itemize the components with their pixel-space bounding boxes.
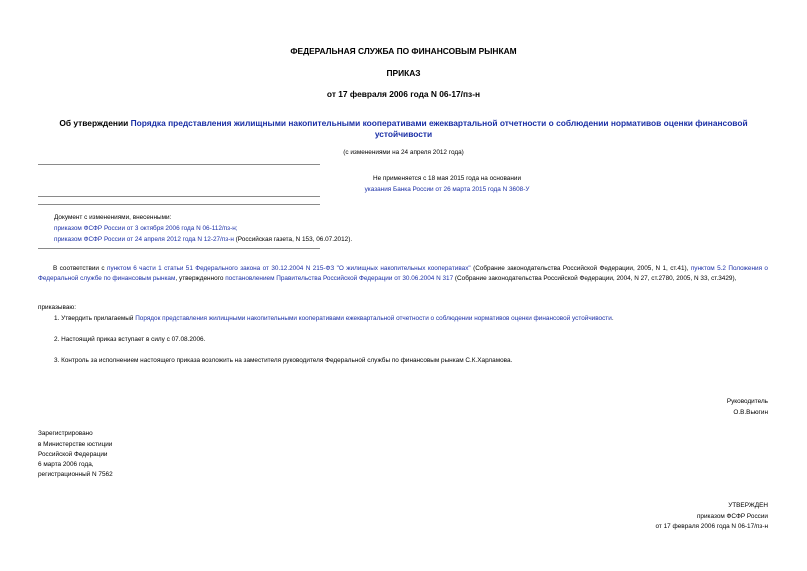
title-link[interactable]: Порядка представления жилищными накопительными кооперативами ежеквартальной отчетности о соблюдении нормативов оценки финансовой bbox=[130, 118, 748, 128]
registration-line: 6 марта 2006 года, bbox=[38, 461, 94, 468]
revision-note: (с изменениями на 24 апреля 2012 года) bbox=[343, 149, 464, 156]
document-type: ПРИКАЗ bbox=[386, 68, 421, 78]
procedure-link[interactable]: Порядок представления жилищными накопительными кооперативами ежеквартальной отчетности о соблюдении нормативов оценки финансовой устойчивости bbox=[135, 315, 612, 322]
status-note: Не применяется с 18 мая 2015 года на основании bbox=[372, 175, 522, 182]
registration-line: регистрационный N 7562 bbox=[38, 471, 113, 478]
item-1-suffix: . bbox=[611, 315, 614, 322]
amendment-link-1[interactable]: приказом ФСФР России от 3 октября 2006 года N 06-112/пз-н; bbox=[54, 225, 238, 232]
amendment-link-2[interactable]: приказом ФСФР России от 24 апреля 2012 года N 12-27/пз-н bbox=[54, 236, 234, 243]
registration-line: в Министерстве юстиции bbox=[38, 441, 113, 448]
order-word: приказываю: bbox=[38, 304, 76, 311]
separator-line bbox=[38, 196, 320, 197]
preamble-text: В соответствии с bbox=[53, 265, 107, 272]
amendment-2 bbox=[54, 236, 352, 243]
approval-line: от 17 февраля 2006 года N 06-17/пз-н bbox=[655, 523, 768, 530]
law-link[interactable]: пунктом 6 части 1 статьи 51 Федерального закона от 30.12.2004 N 215-ФЗ "О жилищных накопительных кооперативах" bbox=[106, 265, 471, 272]
preamble-text: (Собрание законодательства Российской Федерации, 2004, N 27, ст.2780, 2005, N 33, ст.3429), bbox=[453, 275, 737, 282]
amendment-2-source: (Российская газета, N 153, 06.07.2012). bbox=[233, 236, 353, 243]
agency-name: ФЕДЕРАЛЬНАЯ СЛУЖБА ПО ФИНАНСОВЫМ РЫНКАМ bbox=[290, 46, 517, 56]
registration-line: Российской Федерации bbox=[38, 451, 108, 458]
regulation-link[interactable]: пунктом 5.2 Положения о Федеральной службе по финансовым рынкам bbox=[38, 265, 768, 282]
order-item-1 bbox=[54, 315, 614, 322]
title-prefix: Об утверждении bbox=[59, 118, 131, 128]
document-date-number: от 17 февраля 2006 года N 06-17/пз-н bbox=[326, 89, 481, 99]
amendments-heading: Документ с изменениями, внесенными: bbox=[54, 214, 172, 221]
preamble-text: , утвержденного bbox=[175, 275, 226, 282]
order-item-2: 2. Настоящий приказ вступает в силу с 07.08.2006. bbox=[54, 336, 206, 343]
order-item-3: 3. Контроль за исполнением настоящего приказа возложить на заместителя руководителя Федеральной службы по финансовым рынкам С.К.Харламова. bbox=[54, 357, 513, 364]
document-title bbox=[0, 118, 807, 128]
approval-line: приказом ФСФР России bbox=[696, 513, 768, 520]
separator-line bbox=[38, 248, 320, 249]
approval-line: УТВЕРЖДЕН bbox=[728, 502, 768, 509]
resolution-link[interactable]: постановлением Правительства Российской Федерации от 30.06.2004 N 317 bbox=[225, 275, 454, 282]
signatory-role: Руководитель bbox=[726, 398, 768, 405]
separator-line bbox=[38, 204, 320, 205]
status-note-link[interactable]: указания Банка России от 26 марта 2015 года N 3608-У bbox=[364, 186, 530, 193]
registration-line: Зарегистрировано bbox=[38, 430, 93, 437]
item-1-prefix: 1. Утвердить прилагаемый bbox=[54, 315, 136, 322]
preamble-paragraph bbox=[38, 264, 768, 284]
separator-line bbox=[38, 164, 320, 165]
signatory-name: О.В.Вьюгин bbox=[733, 409, 768, 416]
title-link-continuation[interactable]: устойчивости bbox=[374, 129, 433, 139]
preamble-text: (Собрание законодательства Российской Федерации, 2005, N 1, ст.41), bbox=[470, 265, 691, 272]
